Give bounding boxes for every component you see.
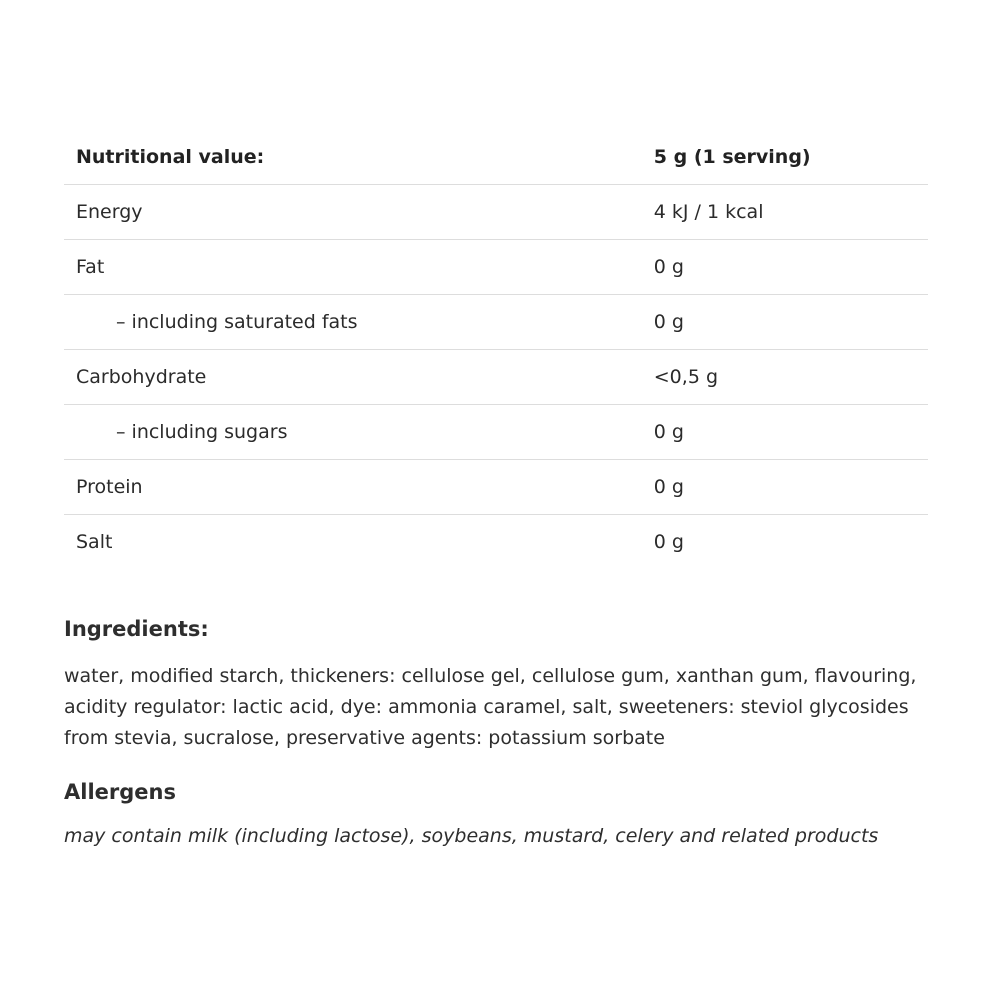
nutrition-header-value: 5 g (1 serving): [654, 130, 928, 185]
ingredients-text: water, modified starch, thickeners: cellulose gel, cellulose gum, xanthan gum, flavouring, acidity regulator: lactic acid, dye: ammonia caramel, salt, sweeteners: steviol glycosides from stevia, sucralose, preservative agents: potassium sorbate: [64, 665, 917, 749]
nutrient-value: 0 g: [654, 460, 928, 515]
nutrient-value: <0,5 g: [654, 350, 928, 405]
nutrient-name: – including saturated fats: [64, 295, 654, 350]
allergens-heading: Allergens: [64, 780, 176, 804]
nutrient-name: Protein: [64, 460, 654, 515]
nutrition-table: [64, 130, 928, 569]
nutrient-value: 4 kJ / 1 kcal: [654, 185, 928, 240]
ingredients-heading: Ingredients:: [64, 617, 209, 641]
nutrient-value: 0 g: [654, 295, 928, 350]
table-row: [64, 185, 928, 240]
nutrient-value: 0 g: [654, 405, 928, 460]
nutrient-name: – including sugars: [64, 405, 654, 460]
table-row: [64, 295, 928, 350]
table-row: [64, 460, 928, 515]
table-row: [64, 240, 928, 295]
nutrition-header-row: [64, 130, 928, 185]
table-row: [64, 515, 928, 570]
nutrient-name: Energy: [64, 185, 654, 240]
nutrient-name: Salt: [76, 531, 113, 553]
nutrient-name: Fat: [64, 240, 654, 295]
nutrient-value: 0 g: [653, 531, 684, 553]
nutrient-value: 0 g: [654, 240, 928, 295]
nutrient-name: Carbohydrate: [64, 350, 654, 405]
table-row: [64, 405, 928, 460]
product-info: [64, 130, 928, 847]
allergens-text: may contain milk (including lactose), soybeans, mustard, celery and related products: [64, 825, 879, 847]
table-row: [64, 350, 928, 405]
nutrition-header-label: Nutritional value:: [64, 130, 654, 185]
